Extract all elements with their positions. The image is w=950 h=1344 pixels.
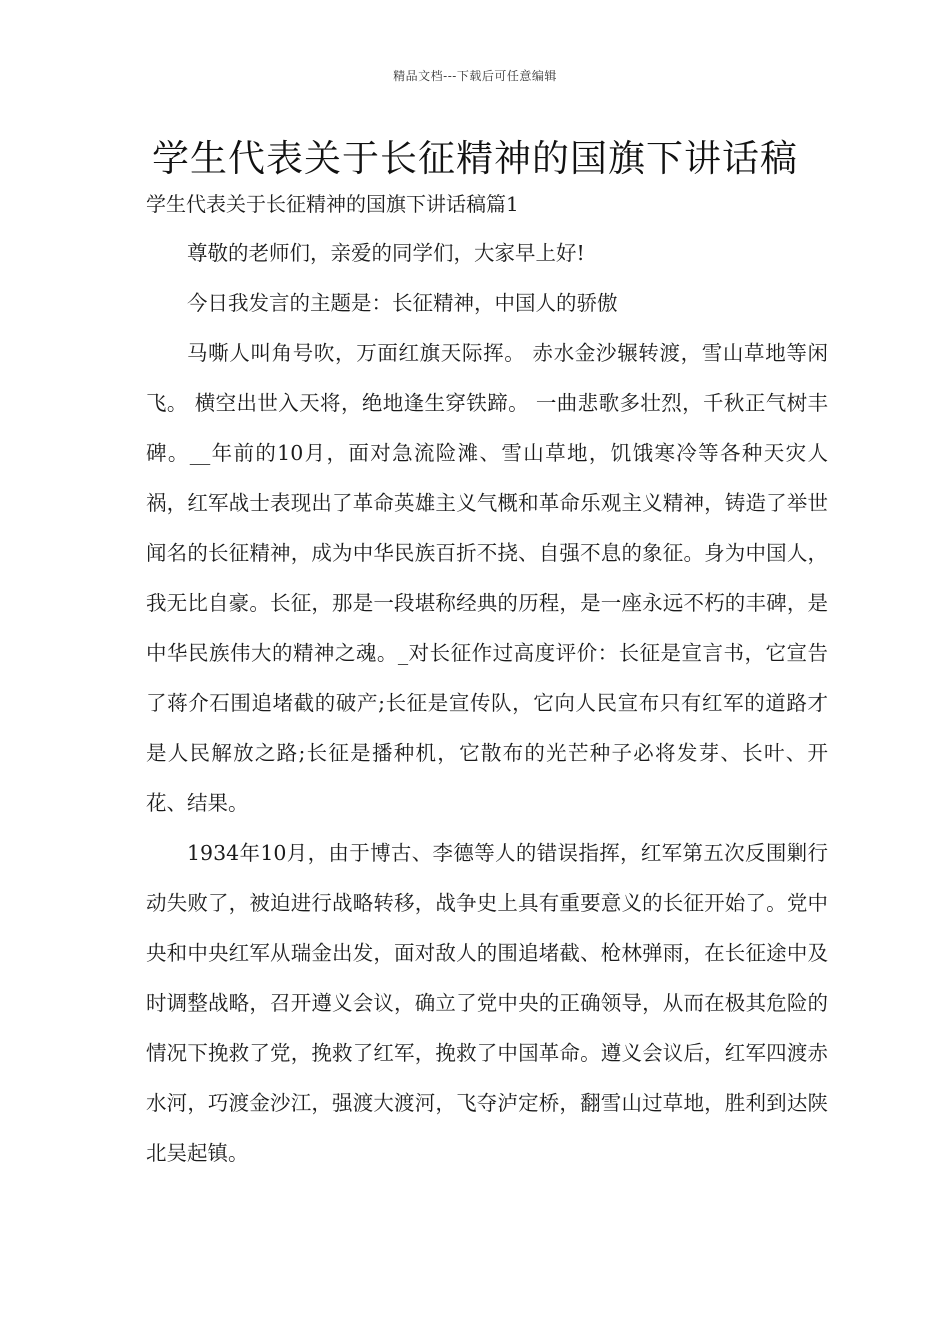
- document-title: 学生代表关于长征精神的国旗下讲话稿: [152, 137, 798, 180]
- paragraph: 尊敬的老师们，亲爱的同学们，大家早上好!: [187, 241, 585, 265]
- section-heading: 学生代表关于长征精神的国旗下讲话稿篇1: [146, 192, 519, 216]
- paragraph: 马嘶人叫角号吹，万面红旗天际挥。 赤水金沙辗转渡，雪山草地等闲飞。 横空出世入天将，绝地逢生穿铁蹄。 一曲悲歌多壮烈，千秋正气树丰碑。__年前的10月，面对急流险滩、雪山草地，饥饿寒冷等各种天灾人祸，红军战士表现出了革命英雄主义气概和革命乐观主义精神，铸造了举世闻名的长征精神，成为中华民族百折不挠、自强不息的象征。身为中国人，我无比自豪。长征，那是一段堪称经典的历程，是一座永远不朽的丰碑，是中华民族伟大的精神之魂。_对长征作过高度评价：长征是宣言书，它宣告了蒋介石围追堵截的破产;长征是宣传队，它向人民宣布只有红军的道路才是人民解放之路;长征是播种机，它散布的光芒种子必将发芽、长叶、开花、结果。: [146, 341, 828, 815]
- header-note: 精品文档---下载后可任意编辑: [393, 69, 557, 83]
- paragraph: 今日我发言的主题是：长征精神，中国人的骄傲: [187, 291, 618, 315]
- paragraph: 1934年10月，由于博古、李德等人的错误指挥，红军第五次反围剿行动失败了，被迫进行战略转移，战争史上具有重要意义的长征开始了。党中央和中央红军从瑞金出发，面对敌人的围追堵截、枪林弹雨，在长征途中及时调整战略，召开遵义会议，确立了党中央的正确领导，从而在极其危险的情况下挽救了党，挽救了红军，挽救了中国革命。遵义会议后，红军四渡赤水河，巧渡金沙江，强渡大渡河，飞夺泸定桥，翻雪山过草地，胜利到达陕北吴起镇。: [146, 841, 828, 1165]
- document-body: [146, 228, 828, 1178]
